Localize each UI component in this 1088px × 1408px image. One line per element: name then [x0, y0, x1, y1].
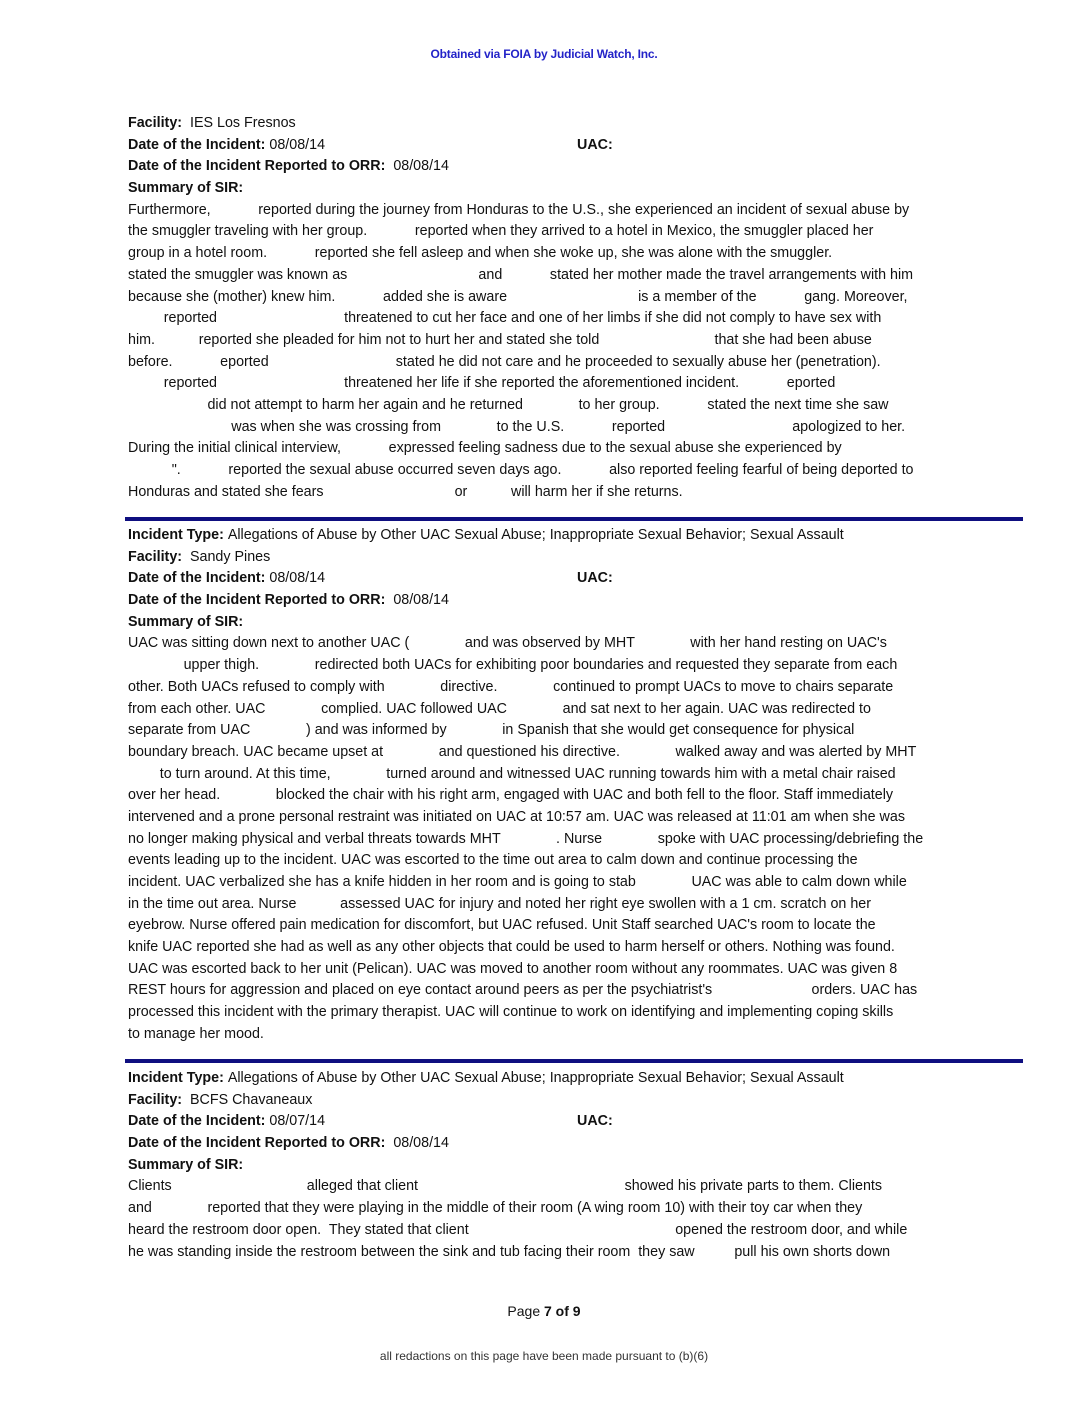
summary-line: UAC was sitting down next to another UAC ( and was observed by MHT with her hand resting on UAC's — [128, 635, 887, 652]
date-incident-row — [128, 135, 1023, 157]
summary-line: processed this incident with the primary therapist. UAC will continue to work on identifying and implementing coping skills — [128, 1004, 894, 1021]
date-reported-label: Date of the Incident Reported to ORR: — [128, 592, 386, 609]
summary-label: Summary of SIR: — [128, 613, 244, 630]
summary-line: During the initial clinical interview, expressed feeling sadness due to the sexual abuse she experienced by — [128, 440, 842, 457]
summary-line: because she (mother) knew him. added she is aware is a member of the gang. Moreover, — [128, 288, 908, 305]
summary-line: intervened and a prone personal restraint was initiated on UAC at 10:57 am. UAC was released at 11:01 am when she was — [128, 808, 905, 825]
summary-line: over her head. blocked the chair with his right arm, engaged with UAC and both fell to the floor. Staff immediately — [128, 787, 894, 804]
facility-label: Facility: — [128, 548, 183, 565]
summary-line: and reported that they were playing in the middle of their room (A wing room 10) with their toy car when they — [128, 1200, 863, 1217]
summary-line: upper thigh. redirected both UACs for exhibiting poor boundaries and requested they separate from each — [128, 657, 898, 674]
incident-type-label: Incident Type — [128, 527, 220, 543]
date-incident-label: Date of the Incident: — [128, 1113, 266, 1130]
summary-line: eyebrow. Nurse offered pain medication for discomfort, but UAC refused. Unit Staff searched UAC's room to locate the — [128, 917, 876, 934]
summary-line: incident. UAC verbalized she has a knife hidden in her room and is going to stab UAC was able to calm down while — [128, 874, 907, 890]
section-divider — [125, 517, 1023, 521]
page-total: 9 — [572, 1303, 581, 1319]
summary-line: separate from UAC ) and was informed by in Spanish that she would get consequence for physical — [128, 722, 855, 739]
uac-label: UAC: — [577, 1113, 613, 1130]
uac-label: UAC: — [577, 570, 613, 587]
facility-row — [128, 113, 1023, 135]
summary-line: before. eported stated he did not care and he proceeded to sexually abuse her (penetration). — [128, 353, 881, 370]
date-reported-row — [128, 590, 1023, 612]
summary-line: group in a hotel room. reported she fell asleep and when she woke up, she was alone with the smuggler. — [128, 245, 833, 262]
facility-row — [128, 547, 1023, 569]
summary-line: to turn around. At this time, turned around and witnessed UAC running towards him with a metal chair raised — [128, 765, 896, 782]
date-reported-row — [128, 156, 1023, 178]
summary-line: ". reported the sexual abuse occurred seven days ago. also reported feeling fearful of being deported to — [128, 462, 914, 478]
date-incident-row — [128, 568, 1023, 590]
summary-line: in the time out area. Nurse assessed UAC for injury and noted her right eye swollen with a 1 cm. scratch on her — [128, 895, 871, 912]
incident-record-2 — [128, 525, 1023, 1046]
summary-line: him. reported she pleaded for him not to hurt her and stated she told that she had been abuse — [128, 331, 872, 348]
facility-label: Facility: — [128, 1091, 183, 1108]
summary-line: heard the restroom door open. They stated that client opened the restroom door, and while — [128, 1221, 908, 1238]
date-incident-value: 08/08/14 — [269, 136, 326, 153]
summary-line: knife UAC reported she had as well as any other objects that could be used to harm herself or others. Nothing was found. — [128, 939, 895, 956]
summary-line: reported threatened her life if she reported the aforementioned incident. eported — [128, 375, 836, 392]
date-incident-row — [128, 1111, 1023, 1133]
page-number: Page 7 of 9 — [507, 1303, 581, 1319]
summary-text — [128, 1176, 1023, 1263]
summary-line: stated the smuggler was known as and stated her mother made the travel arrangements with him — [128, 266, 914, 283]
date-reported-label: Date of the Incident Reported to ORR: — [128, 158, 386, 175]
summary-line: boundary breach. UAC became upset at and questioned his directive. walked away and was alerted by MHT — [128, 743, 917, 760]
date-reported-value: 08/08/14 — [393, 1135, 449, 1152]
summary-text — [128, 200, 1023, 504]
incident-type-label: Incident Type — [128, 1070, 220, 1086]
summary-line: reported threatened to cut her face and one of her limbs if she did not comply to have sex with — [128, 310, 882, 327]
date-reported-row — [128, 1133, 1023, 1155]
summary-line: did not attempt to harm her again and he returned to her group. stated the next time she saw — [128, 396, 889, 413]
summary-line: from each other. UAC complied. UAC followed UAC and sat next to her again. UAC was redirected to — [128, 700, 871, 717]
summary-line: Clients alleged that client showed his private parts to them. Clients — [128, 1178, 883, 1195]
date-incident-label: Date of the Incident: — [128, 570, 266, 587]
incident-type-row: Incident Type: Allegations of Abuse by Other UAC Sexual Abuse; Inappropriate Sexual Behavior; Sexual Assault — [128, 1070, 844, 1086]
summary-label: Summary of SIR: — [128, 1156, 244, 1173]
date-reported-value: 08/08/14 — [393, 592, 449, 609]
incident-type-value: Allegations of Abuse by Other UAC Sexual Abuse; Inappropriate Sexual Behavior; Sexual Assault — [227, 527, 844, 543]
redaction-note: all redactions on this page have been made pursuant to (b)(6) — [379, 1349, 709, 1363]
date-incident-value: 08/08/14 — [269, 570, 326, 587]
incident-type-value: Allegations of Abuse by Other UAC Sexual Abuse; Inappropriate Sexual Behavior; Sexual Assault — [227, 1070, 844, 1086]
facility-value: IES Los Fresnos — [189, 115, 296, 131]
summary-text — [128, 633, 1023, 1045]
uac-label: UAC: — [577, 136, 613, 153]
summary-line: he was standing inside the restroom between the sink and tub facing their room they saw pull his own shorts down — [128, 1243, 891, 1260]
incident-record-3 — [128, 1068, 1023, 1263]
page-current: 7 — [544, 1303, 552, 1319]
summary-line: Furthermore, reported during the journey from Honduras to the U.S., she experienced an incident of sexual abuse by — [128, 201, 910, 218]
date-reported-label: Date of the Incident Reported to ORR: — [128, 1135, 386, 1152]
date-incident-value: 08/07/14 — [269, 1113, 326, 1130]
summary-line: UAC was escorted back to her unit (Pelican). UAC was moved to another room without any roommates. UAC was given 8 — [128, 960, 898, 977]
summary-line: events leading up to the incident. UAC was escorted to the time out area to calm down and continue processing the — [128, 852, 858, 869]
summary-line: REST hours for aggression and placed on eye contact around peers as per the psychiatrist's orders. UAC has — [128, 982, 918, 999]
foia-banner: Obtained via FOIA by Judicial Watch, Inc. — [430, 47, 658, 61]
summary-line: Honduras and stated she fears or will harm her if she returns. — [128, 483, 683, 500]
section-divider — [125, 1059, 1023, 1063]
facility-value: BCFS Chavaneaux — [189, 1091, 313, 1108]
summary-line: was when she was crossing from to the U.S. reported apologized to her. — [128, 418, 906, 435]
facility-label: Facility: — [128, 115, 183, 131]
incident-type-row: Incident Type: Allegations of Abuse by Other UAC Sexual Abuse; Inappropriate Sexual Behavior; Sexual Assault — [128, 527, 844, 543]
date-incident-label: Date of the Incident: — [128, 136, 266, 153]
summary-line: the smuggler traveling with her group. reported when they arrived to a hotel in Mexico, the smuggler placed her — [128, 223, 874, 240]
summary-line: other. Both UACs refused to comply with directive. continued to prompt UACs to move to chairs separate — [128, 678, 894, 695]
summary-line: no longer making physical and verbal threats towards MHT . Nurse spoke with UAC processing/debriefing the — [128, 830, 924, 847]
facility-value: Sandy Pines — [189, 548, 271, 565]
incident-record-1 — [128, 113, 1023, 503]
date-reported-value: 08/08/14 — [393, 158, 449, 175]
summary-label: Summary of SIR: — [128, 180, 244, 197]
summary-line: to manage her mood. — [128, 1025, 264, 1042]
facility-row — [128, 1090, 1023, 1112]
